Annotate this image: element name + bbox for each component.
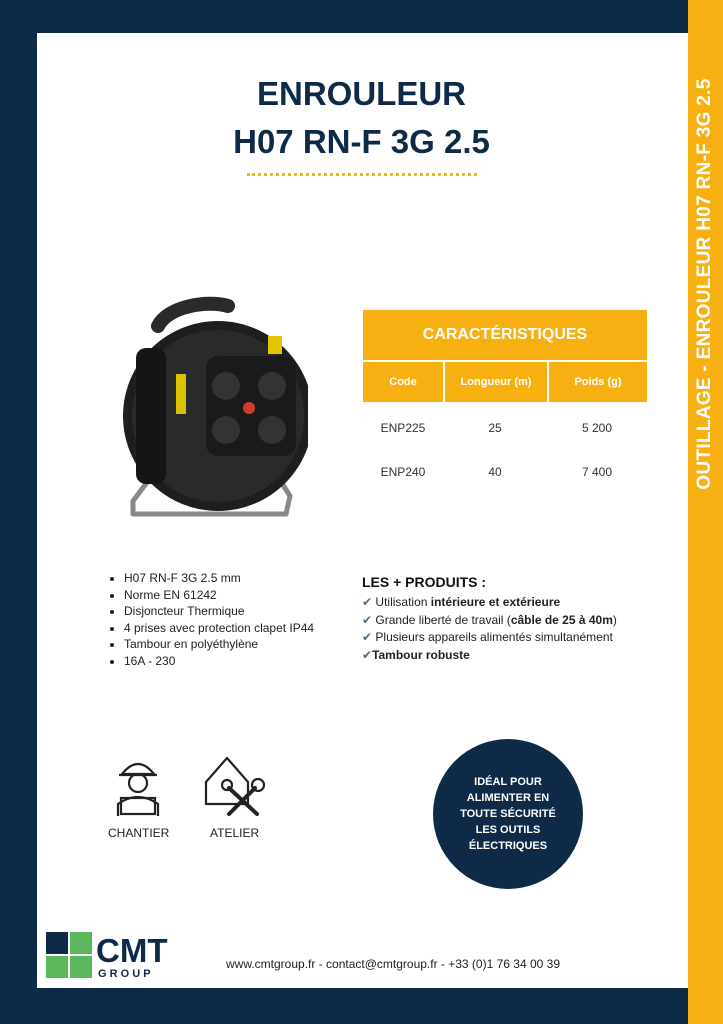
list-item: • 16A - 230: [124, 653, 314, 670]
table-row: [363, 450, 647, 494]
list-item: • Disjoncteur Thermique: [124, 603, 314, 620]
cell-code: ENP225: [380, 421, 426, 435]
atelier-label: ATELIER: [210, 826, 260, 840]
check-icon: ✔: [362, 630, 373, 644]
list-item: • H07 RN-F 3G 2.5 mm: [124, 570, 314, 587]
safety-badge-text: IDÉAL POUR ALIMENTER EN TOUTE SÉCURITÉ LES OUTILS ÉLECTRIQUES: [460, 776, 556, 852]
product-advantages: [362, 574, 617, 664]
advantage-item: ✔ Grande liberté de travail (câble de 25 à 40m): [362, 612, 617, 627]
cell-weight: 7 400: [581, 465, 613, 479]
cell-code: ENP240: [380, 465, 426, 479]
list-item: • Tambour en polyéthylène: [124, 636, 314, 653]
workshop-tools-icon: [203, 752, 267, 820]
title-divider: [247, 173, 477, 176]
cell-length: 40: [488, 465, 502, 479]
side-title: OUTILLAGE - ENROULEUR H07 RN-F 3G 2.5: [694, 78, 715, 490]
table-row: [363, 406, 647, 450]
logo-subtext: G R O U P: [98, 968, 151, 980]
cell-length: 25: [488, 421, 502, 435]
cmt-group-logo: [46, 932, 192, 980]
specs-header-row: [363, 362, 647, 402]
logo-wordmark: CMT: [96, 932, 168, 969]
construction-worker-icon: [112, 754, 164, 820]
safety-badge: [433, 739, 583, 889]
advantage-item: ✔ Utilisation intérieure et extérieure: [362, 595, 561, 609]
feature-list: [108, 570, 314, 669]
specs-heading: CARACTÉRISTIQUES: [363, 310, 647, 360]
check-icon: ✔: [362, 595, 373, 609]
check-icon: ✔: [362, 612, 373, 627]
advantage-item: ✔Tambour robuste: [362, 647, 470, 662]
footer-contact: www.cmtgroup.fr - contact@cmtgroup.fr - +33 (0)1 76 34 00 39: [226, 957, 560, 971]
col-weight: Poids (g): [549, 362, 647, 402]
list-item: • Norme EN 61242: [124, 587, 314, 604]
list-item: • 4 prises avec protection clapet IP44: [124, 620, 314, 637]
check-icon: ✔: [362, 647, 373, 662]
cable-reel-image: [118, 296, 308, 536]
advantages-heading: LES + PRODUITS :: [362, 574, 487, 590]
page-title-line2: H07 RN-F 3G 2.5: [233, 123, 490, 160]
chantier-label: CHANTIER: [108, 826, 170, 840]
col-length: Longueur (m): [445, 362, 547, 402]
col-code: Code: [363, 362, 443, 402]
cell-weight: 5 200: [581, 421, 613, 435]
specs-table: [363, 310, 647, 494]
page-title-line1: ENROULEUR: [256, 75, 466, 112]
advantage-item: ✔ Plusieurs appareils alimentés simultanément: [362, 630, 613, 644]
